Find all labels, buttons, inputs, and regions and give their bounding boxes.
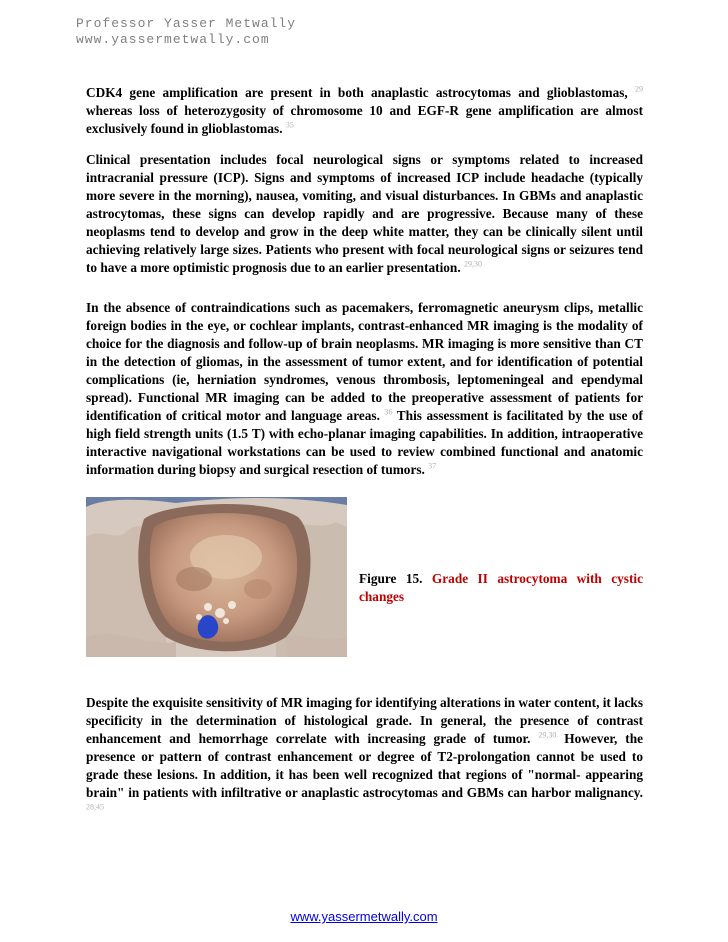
paragraph-mr-imaging: In the absence of contraindications such as pacemakers, ferromagnetic aneurysm clips, metallic foreign bodies in the eye, or cochlear implants, contrast-enhanced MR imaging is the modality of choice for the diagnosis and follow-up of brain neoplasms. MR imaging is more sensitive than CT in the detection of gliomas, in the assessment of tumor extent, and for identification of potential complications (ie, herniation syndromes, venous thrombosis, leptomeningeal and ependymal spread). Functional MR imaging can be added to the preoperative assessment of patients for identification of critical motor and language areas. $^{36}$ This assessment is facilitated by the use of high field strength units (1.5 T) with echo-planar imaging capabilities. In addition, intraoperative interactive navigational workstations can be used to review combined functional and anatomic information during biopsy and surgical resection of tumors. $^{37}$ — [86, 300, 643, 477]
brain-specimen-photo — [86, 497, 347, 657]
citation: 29,30 — [538, 730, 557, 740]
figure-caption-text: Grade II astrocytoma with cystic changes — [359, 571, 643, 604]
paragraph-mr-specificity: Despite the exquisite sensitivity of MR imaging for identifying alterations in water content, it lacks specificity in the determination of histological grade. In general, the presence of contrast enhancement and hemorrhage correlate with increasing grade of tumor. $^{29,30}$ However, the presence or pattern of contrast enhancement or degree of T2-prolongation cannot be used to grade these lesions. In addition, it has been well recognized that regions of "normal- appearing brain" in patients with infiltrative or anaplastic astrocytomas and GBMs can harbor malignancy. $^{28,45}$ — [86, 695, 643, 812]
paragraph-cdk4: CDK4 gene amplification are present in both anaplastic astrocytomas and glioblastomas, $^{29}$ whereas loss of heterozygosity of chromosome 10 and EGF-R gene amplification are almost exclusively found in glioblastomas. $^{35}$ — [86, 84, 643, 136]
citation: 35 — [285, 120, 294, 130]
header-website: www.yassermetwally.com — [76, 32, 270, 47]
citation: 36 — [384, 407, 393, 417]
page-header — [76, 16, 296, 48]
figure-label: Figure 15. — [359, 571, 423, 586]
header-author: Professor Yasser Metwally — [76, 16, 297, 31]
citation: 29 — [635, 84, 643, 94]
brain-specimen-illustration — [86, 497, 347, 657]
figure-caption — [359, 570, 643, 606]
paragraph-clinical-presentation: Clinical presentation includes focal neurological signs or symptoms related to increased intracranial pressure (ICP). Signs and symptoms of increased ICP include headache (typically more severe in the morning), nausea, vomiting, and visual disturbances. In GBMs and anaplastic astrocytomas, these signs can develop rapidly and are progressive. Because many of these neoplasms tend to develop and grow in the deep white matter, they can be clinically silent until achieving relatively large sizes. Patients who present with focal neurological signs or seizures tend to have a more optimistic prognosis due to an earlier presentation. $^{29,30}$ — [86, 152, 643, 275]
citation: 29,30 — [463, 259, 482, 269]
footer-website-link[interactable]: www.yassermetwally.com — [290, 909, 438, 924]
citation: 37 — [428, 461, 437, 471]
citation: 28,45 — [86, 802, 104, 812]
